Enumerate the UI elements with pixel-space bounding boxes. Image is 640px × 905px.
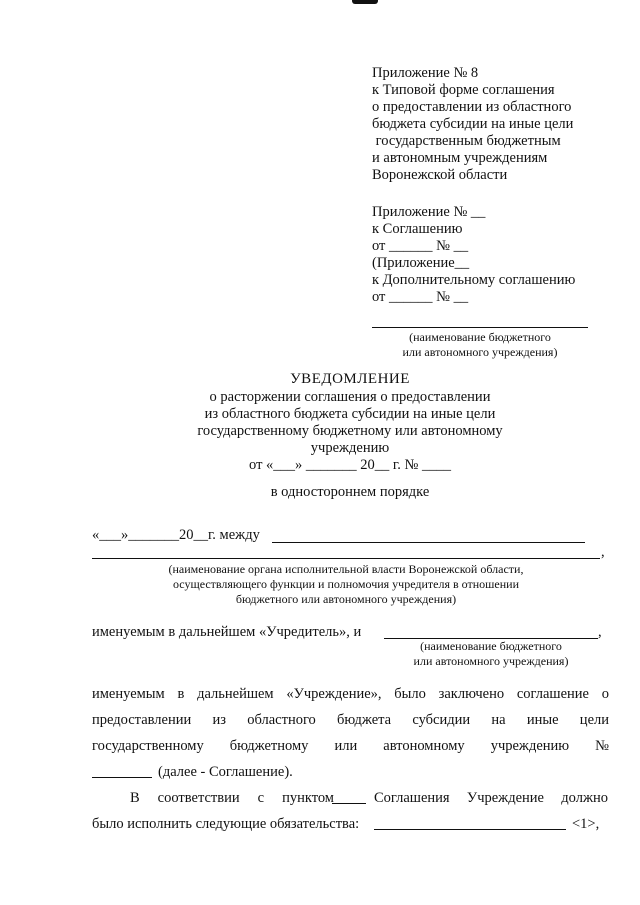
title-line: из областного бюджета субсидии на иные цели [204,406,496,422]
institution-caption: или автономного учреждения) [413,654,569,668]
appendix-8-line: Приложение № 8 [372,65,479,81]
founder-blank-line-1 [272,542,585,543]
appendix-blank-line: к Соглашению [372,221,463,237]
obligations-blank-line [374,829,566,830]
paragraph-2-obligations: было исполнить следующие обязательства: [92,816,360,832]
document-title: УВЕДОМЛЕНИЕ [290,371,410,387]
recipient-caption: (наименование бюджетного [409,330,551,344]
appendix-8-line: и автономным учреждениям [372,150,548,166]
founder-blank-line-2 [92,558,600,559]
founder-caption: осуществляющего функции и полномочия учредителя в отношении [172,577,519,591]
title-date-line: от «___» _______ 20__ г. № ____ [249,457,451,473]
agreement-date-line: «___»_______20__г. между [92,527,260,543]
title-order: в одностороннем порядке [270,484,430,500]
appendix-8-line: Воронежской области [372,167,508,183]
agreement-number-blank [92,777,152,778]
paragraph-1-line: именуемым в дальнейшем «Учреждение», было заключено соглашение о [92,686,609,702]
appendix-8-line: о предоставлении из областного [372,99,572,115]
appendix-8-line: к Типовой форме соглашения [372,82,555,98]
appendix-blank-line: от ______ № __ [372,289,469,305]
founder-named-line: именуемым в дальнейшем «Учредитель», и [92,624,362,640]
paragraph-2-start: В соответствии с пунктом [130,790,334,806]
paragraph-2-continued: Соглашения Учреждение должно [374,790,608,806]
appendix-blank-line: к Дополнительному соглашению [372,272,576,288]
founder-comma: , [601,544,605,560]
appendix-8-line: государственным бюджетным [372,133,561,149]
title-line: учреждению [310,440,390,456]
recipient-caption: или автономного учреждения) [402,345,558,359]
paragraph-1-line: предоставлении из областного бюджета субсидии на иные цели [92,712,609,728]
paragraph-1-end: (далее - Соглашение). [158,764,293,780]
appendix-blank-line: Приложение № __ [372,204,486,220]
title-line: государственному бюджетному или автономному [197,423,503,439]
institution-caption: (наименование бюджетного [420,639,562,653]
footnote-ref: <1>, [572,816,600,832]
title-line: о расторжении соглашения о предоставлении [209,389,491,405]
appendix-blank-line: от ______ № __ [372,238,469,254]
appendix-blank-line: (Приложение__ [372,255,470,271]
founder-caption: (наименование органа исполнительной власти Воронежской области, [168,562,524,576]
paragraph-1-line: государственному бюджетному или автономному учреждению № [92,738,609,754]
recipient-blank-line [372,327,588,328]
appendix-8-line: бюджета субсидии на иные цели [372,116,574,132]
clause-number-blank [332,803,366,804]
page-top-mark [352,0,378,4]
institution-comma: , [598,624,602,640]
founder-caption: бюджетного или автономного учреждения) [235,592,457,606]
